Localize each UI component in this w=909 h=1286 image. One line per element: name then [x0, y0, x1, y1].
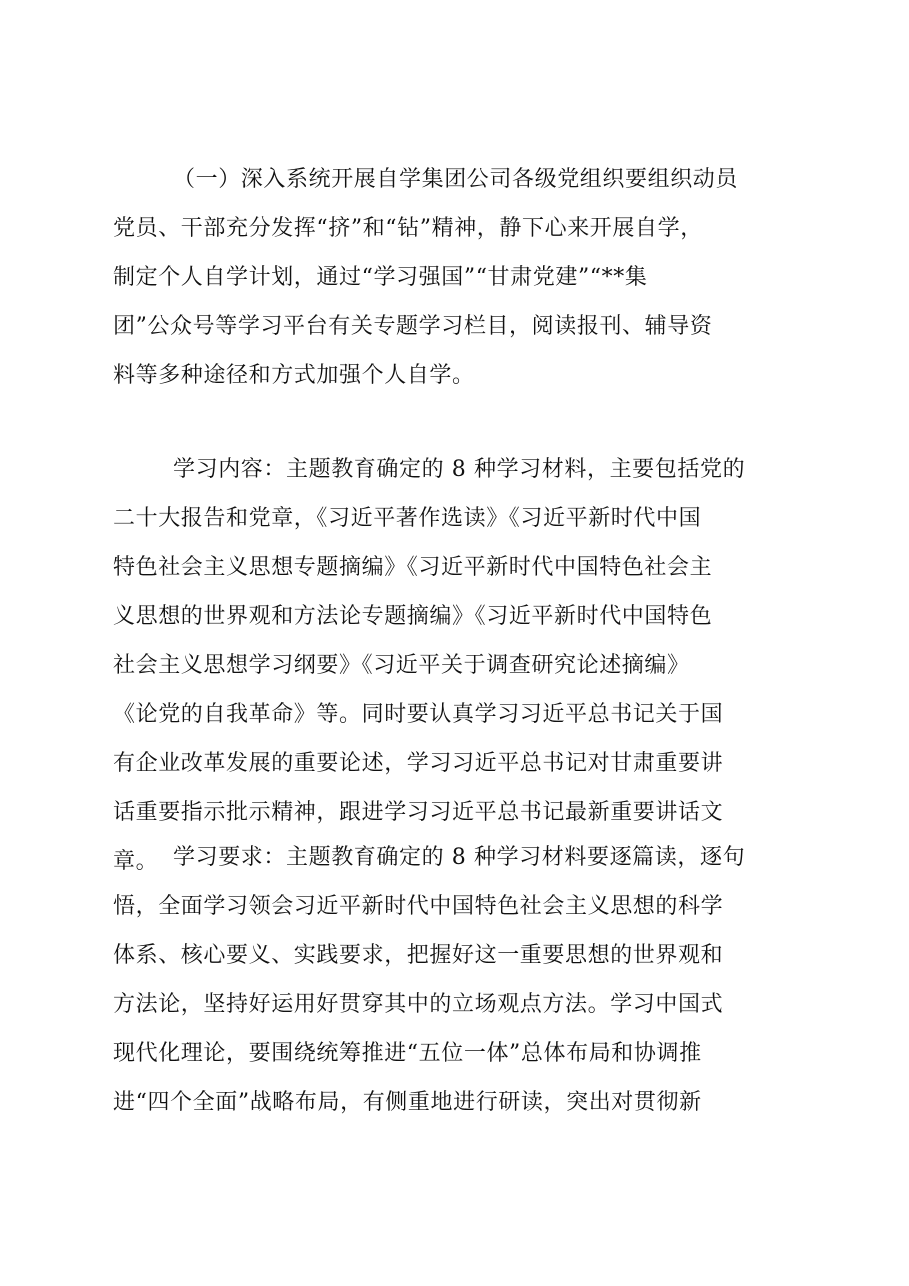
text-line: 料等多种途径和方式加强个人自学。 — [113, 363, 475, 388]
paragraph-self-study — [113, 155, 803, 400]
text-line: 党员、干部充分发挥“挤”和“钻”精神，静下心来开展自学， — [113, 216, 703, 241]
text-line: 学习内容：主题教育确定的 8 种学习材料，主要包括党的 — [173, 457, 746, 482]
text-line: 义思想的世界观和方法论专题摘编》《习近平新时代中国特色 — [113, 604, 713, 629]
paragraph-study-content — [113, 445, 803, 886]
text-line: 社会主义思想学习纲要》《习近平关于调查研究论述摘编》 — [113, 653, 690, 678]
text-line: 《论党的自我革命》等。同时要认真学习习近平总书记关于国 — [113, 702, 724, 727]
text-line: 方法论，坚持好运用好贯穿其中的立场观点方法。学习中国式 — [113, 992, 724, 1017]
text-line: 制定个人自学计划，通过“学习强国”“甘肃党建”“**集 — [113, 265, 648, 290]
text-line: （一）深入系统开展自学集团公司各级党组织要组织动员 — [173, 167, 739, 192]
text-line: 章。 — [113, 849, 159, 874]
text-line: 二十大报告和党章，《习近平著作选读》《习近平新时代中国 — [113, 506, 702, 531]
text-line: 现代化理论，要围绕统筹推进“五位一体”总体布局和协调推 — [113, 1041, 702, 1066]
text-line: 有企业改革发展的重要论述，学习习近平总书记对甘肃重要讲 — [113, 751, 724, 776]
text-line: 进“四个全面”战略布局，有侧重地进行研读，突出对贯彻新 — [113, 1090, 702, 1115]
text-line: 团”公众号等学习平台有关专题学习栏目，阅读报刊、辅导资 — [113, 314, 713, 339]
text-line: 学习要求：主题教育确定的 8 种学习材料要逐篇读，逐句 — [173, 845, 746, 870]
text-line: 话重要指示批示精神，跟进学习习近平总书记最新重要讲话文 — [113, 800, 724, 825]
text-line: 悟，全面学习领会习近平新时代中国特色社会主义思想的科学 — [113, 894, 724, 919]
text-line: 特色社会主义思想专题摘编》《习近平新时代中国特色社会主 — [113, 555, 713, 580]
text-line: 体系、核心要义、实践要求，把握好这一重要思想的世界观和 — [113, 943, 724, 968]
paragraph-study-requirements — [113, 833, 803, 1127]
